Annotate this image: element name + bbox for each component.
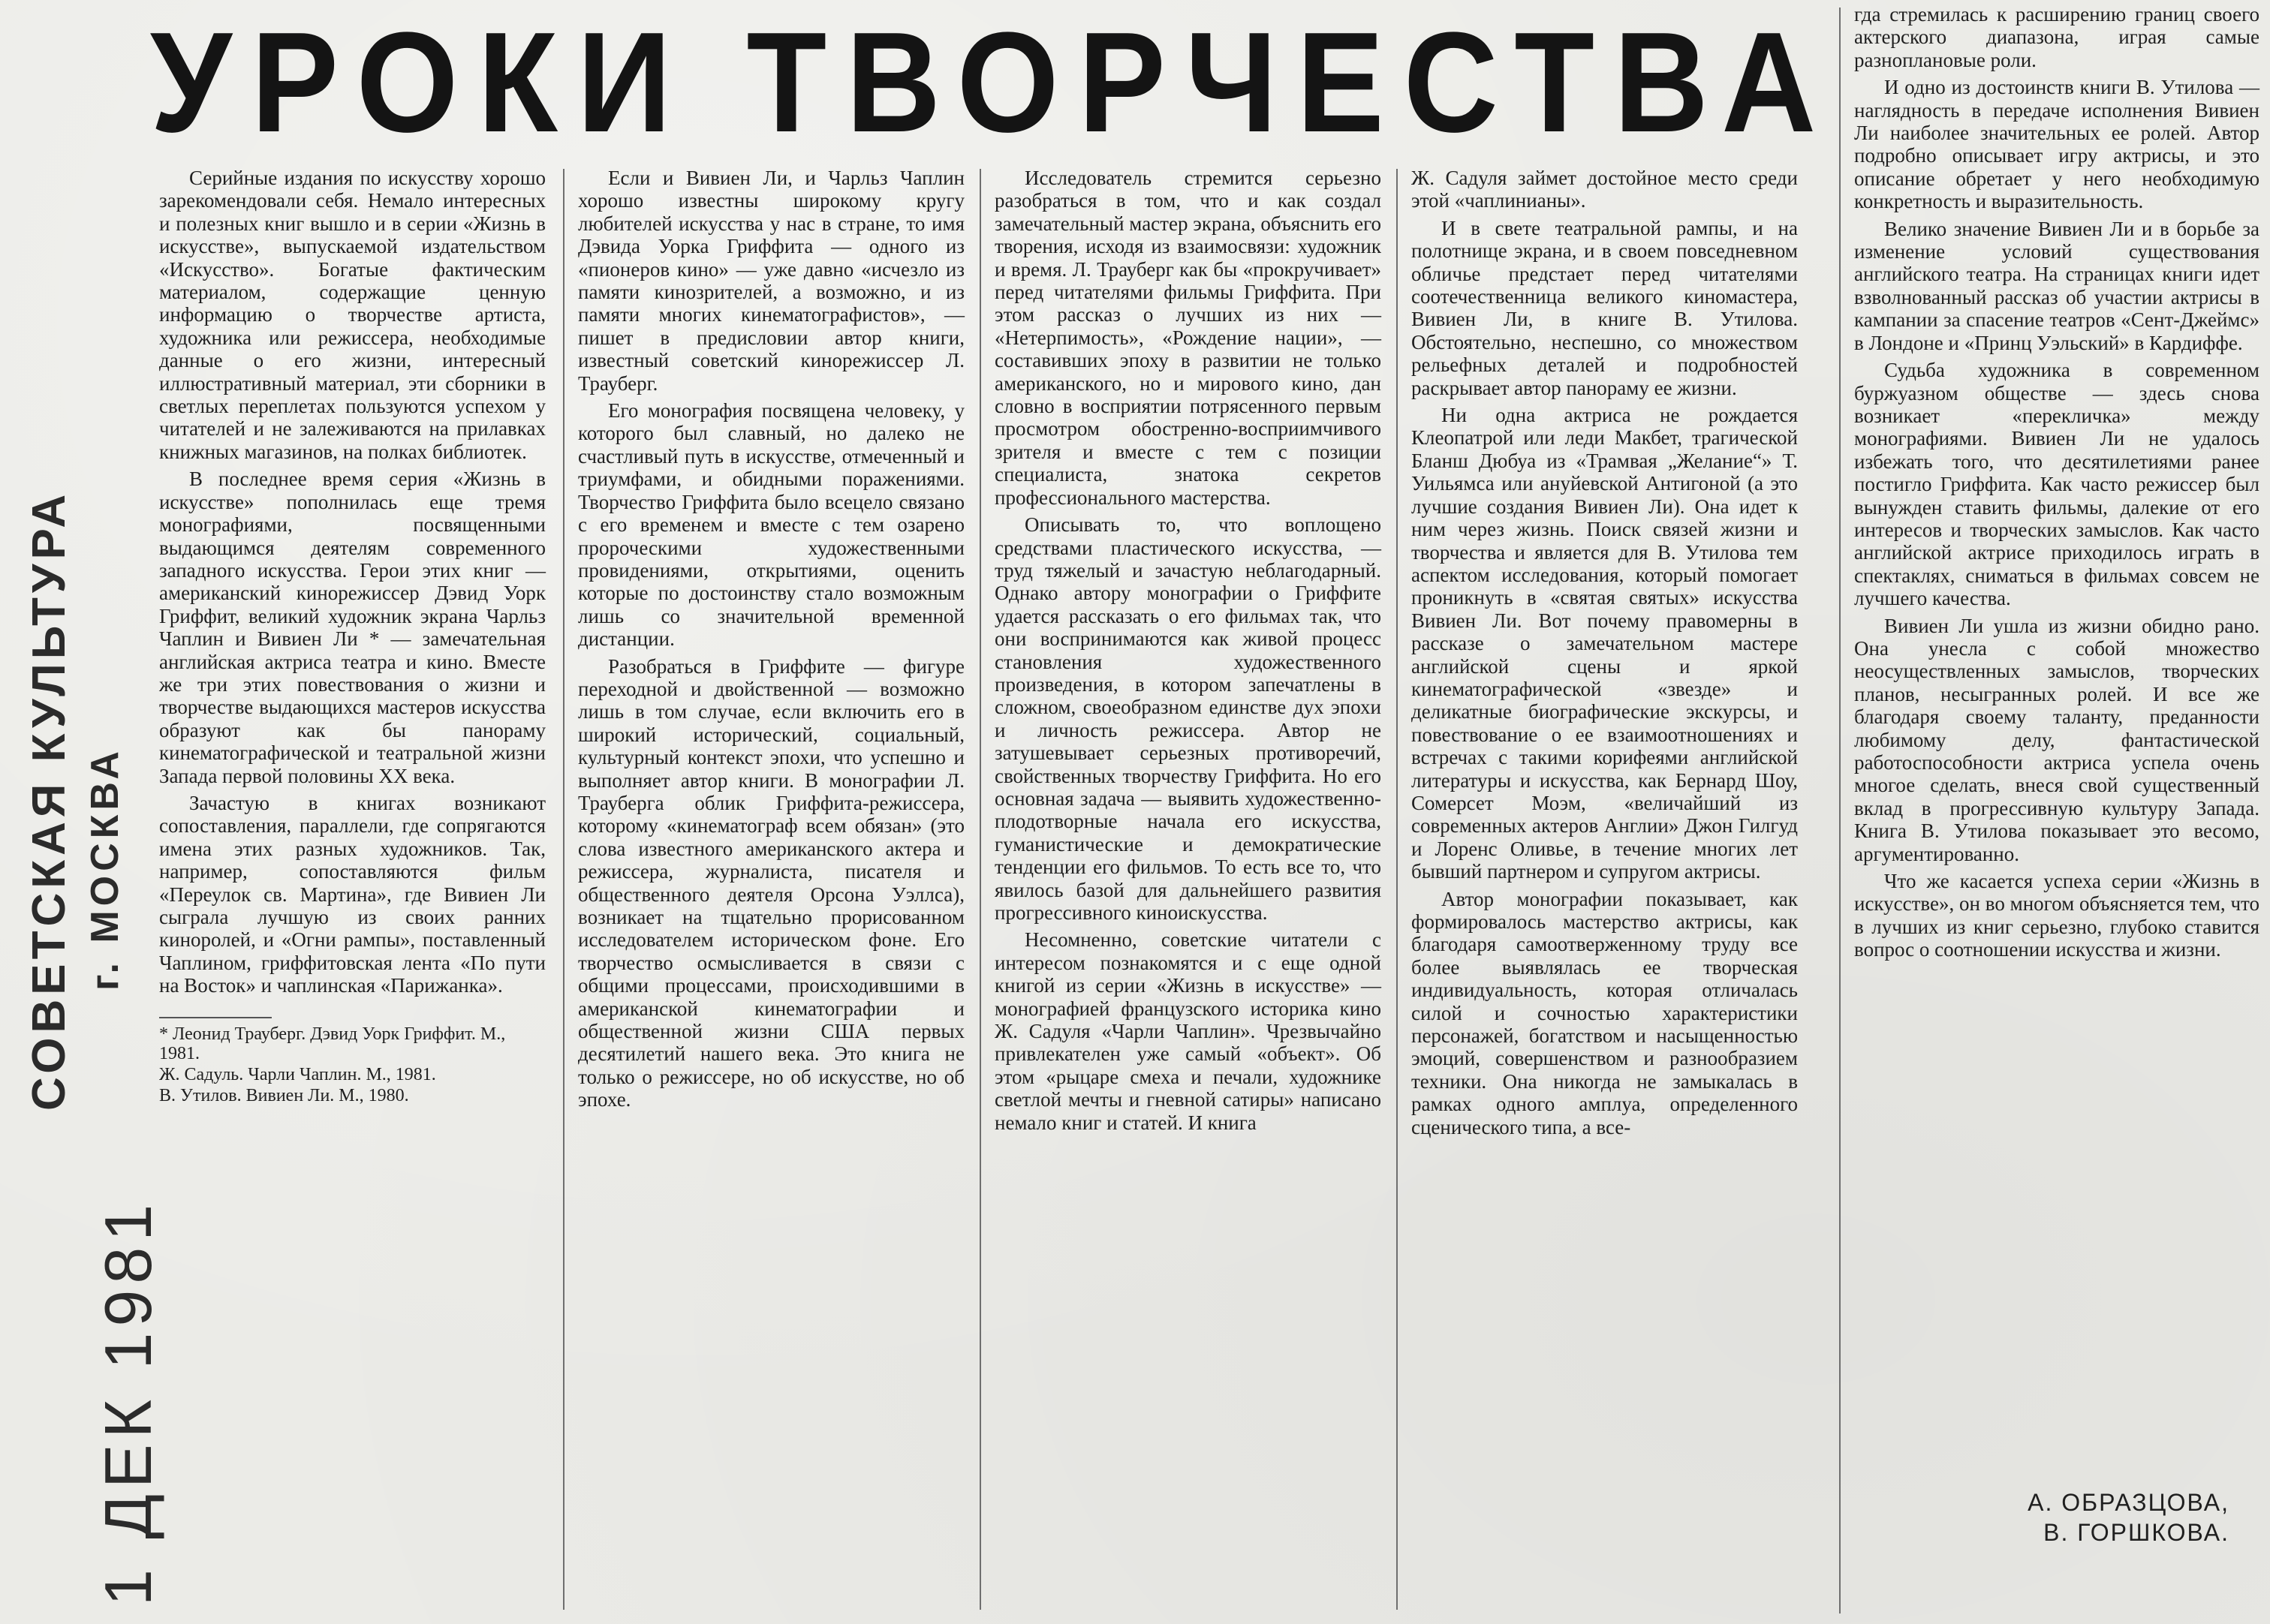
paragraph: И одно из достоинств книги В. Утилова — наглядность в передаче исполнения Вивиен Ли наиболее значительных ее ролей. Автор подробно описывает игру актрисы, и это описание обретает у него необходимую конкретность и выразительность. (1854, 76, 2259, 213)
paragraph: Зачастую в книгах возникают сопоставления, параллели, где сопрягаются имена этих разных художников. Так, например, сопоставляются фильм «Переулок св. Мартина», где Вивиен Ли сыграла лучшую из своих ранних киноролей, и «Огни рампы», поставленный Чаплином, гриффитовская лента «По пути на Восток» и чаплинская «Парижанка». (159, 791, 546, 997)
paragraph: Судьба художника в современном буржуазном обществе — здесь снова возникает «перекличка» между монографиями. Вивиен Ли не удалось избежать того, что десятилетиями ранее постигло Гриффита. Как часто режиссер был вынужден ставить фильмы, далекие от его интересов и творческих замыслов. Как часто английской актрисе приходилось играть в спектаклях, сниматься в фильмах совсем не лучшего качества. (1854, 359, 2259, 610)
article-column-3 (995, 167, 1381, 1138)
paragraph: Несомненно, советские читатели с интересом познакомятся и с еще одной книгой из серии «Жизнь в искусстве» — монографией французского историка кино Ж. Садуля «Чарли Чаплин». Чрезвычайно привлекателен уже самый «объект». Об этом «рыцаре смеха и печали, художнике светлой мечты и гневной сатиры» написано немало книг и статей. И книга (995, 928, 1381, 1134)
paragraph: Описывать то, что воплощено средствами пластического искусства, — труд тяжелый и зачастую неблагодарный. Однако автору монографии о Гриффите удается рассказать о его фильмах так, что они воспринимаются как живой процесс становления художественного произведения, в котором запечатлены в сложном, своеобразном единстве дух эпохи и личность режиссера. Автор не затушевывает серьезных противоречий, свойственных творчеству Гриффита. Но его основная задача — выявить художественно-плодотворные начала его искусства, гуманистические и демократические тенденции его фильмов. То есть все то, что явилось базой для дальнейшего развития прогрессивного киноискусства. (995, 513, 1381, 924)
paragraph: гда стремилась к расширению границ своего актерского диапазона, играя самые разноплановые роли. (1854, 3, 2259, 71)
paragraph: Серийные издания по искусству хорошо зарекомендовали себя. Немало интересных и полезных книг вышло и в серии «Жизнь в искусстве», выпускаемой издательством «Искусство». Богатые фактическим материалом, содержащие ценную информацию о творчестве артиста, художника или режиссера, необходимые данные о его жизни, интересный иллюстративный материал, эти сборники в светлых переплетах пользуются успехом у читателей и не залеживаются на прилавках книжных магазинов, на полках библиотек. (159, 167, 546, 463)
article-column-5 (1854, 3, 2259, 966)
column-divider (980, 169, 981, 1610)
article-column-4 (1411, 167, 1798, 1143)
headline: УРОКИ ТВОРЧЕСТВА (150, 3, 1836, 162)
footnote-divider (159, 1017, 272, 1018)
paragraph: Ж. Садуля займет достойное место среди этой «чаплинианы». (1411, 167, 1798, 212)
author-name: В. ГОРШКОВА. (2043, 1519, 2229, 1546)
author-signature (1854, 1487, 2229, 1547)
article-column-1 (159, 167, 546, 1107)
stamp-date: 1 ДЕК 1981 (91, 1198, 165, 1606)
paragraph: Разобраться в Гриффите — фигуре переходной и двойственной — возможно лишь в том случае, если включить его в широкий исторический, социальный, культурный контекст эпохи, что успешно и выполняет автор книги. В монографии Л. Трауберга облик Гриффита-режиссера, которому «кинематограф всем обязан» (это слова известного американского актера и режиссера, журналиста, писателя и общественного деятеля Орсона Уэллса), возникает на тщательно прорисованном исследователем историческом фоне. Его творчество осмысливается в связи с общими процессами, происходившими в американской кинематографии и общественной жизни США первых десятилетий нашего века. Это книга не только о режиссере, но об искусстве, но об эпохе. (578, 654, 965, 1111)
paragraph: Вивиен Ли ушла из жизни обидно рано. Она унесла с собой множество неосуществленных замыслов, творческих планов, несыгранных ролей. И все же благодаря своему таланту, преданности любимому делу, фантастической работоспособности актриса успела очень многое сделать, внеся свой существенный вклад в прогрессивную культуру Запада. Книга В. Утилова показывает это весомо, аргументированно. (1854, 614, 2259, 865)
footnote: Ж. Садуль. Чарли Чаплин. М., 1981. (159, 1064, 436, 1084)
paragraph: Автор монографии показывает, как формировалось мастерство актрисы, как благодаря самоотверженному труду все более выявлялась ее творческая индивидуальность, которая отличалась силой и сочностью характеристики персонажей, богатством и насыщенностью эмоций, совершенством и разнообразием техники. Она никогда не замыкалась в рамках одного амплуа, определенного сценического типа, а все- (1411, 887, 1798, 1138)
column-divider (563, 169, 564, 1610)
article-column-2 (578, 167, 965, 1116)
paragraph: Исследователь стремится серьезно разобраться в том, что и как создал замечательный мастер экрана, объяснить его творения, исходя из взаимосвязи: художник и время. Л. Трауберг как бы «прокручивает» перед читателями фильмы Гриффита. При этом рассказ о лучших из них — «Нетерпимость», «Рождение нации», — составивших эпоху в развитии не только американского, но и мирового кино, дан словно в восприятии потрясенного первым просмотром обостренно-восприимчивого зрителя и вместе с тем с позиции специалиста, знатока секретов профессионального мастерства. (995, 167, 1381, 509)
footnote: В. Утилов. Вивиен Ли. М., 1980. (159, 1085, 409, 1105)
paragraph: Если и Вивиен Ли, и Чарльз Чаплин хорошо известны широкому кругу любителей искусства у нас в стране, то имя Дэвида Уорка Гриффита — одного из «пионеров кино» — уже давно «исчезло из памяти кинозрителей, а возможно, и из памяти многих кинематографистов», — пишет в предисловии автор книги, известный советский кинорежиссер Л. Трауберг. (578, 167, 965, 395)
footnote: * Леонид Трауберг. Дэвид Уорк Гриффит. М., 1981. (159, 1024, 506, 1063)
paragraph: Велико значение Вивиен Ли и в борьбе за изменение условий существования английского театра. На страницах книги идет взволнованный рассказ об участии актрисы в кампании за спасение театров «Сент-Джеймс» в Лондоне и «Принц Уэльский» в Кардиффе. (1854, 217, 2259, 354)
footnotes (159, 1024, 546, 1105)
stamp-publication: СОВЕТСКАЯ КУЛЬТУРА (23, 489, 75, 1111)
paragraph: В последнее время серия «Жизнь в искусстве» пополнилась еще тремя монографиями, посвященными выдающимся деятелям современного западного искусства. Герои этих книг — американский кинорежиссер Дэвид Уорк Гриффит, великий художник экрана Чарльз Чаплин и Вивиен Ли * — замечательная английская актриса театра и кино. Вместе же три этих повествования о жизни и творчестве выдающихся мастеров искусства образуют как бы панораму кинематографической и театральной жизни Запада первой половины XX века. (159, 468, 546, 787)
paragraph: Ни одна актриса не рождается Клеопатрой или леди Макбет, трагической Бланш Дюбуа из «Трамвая „Желание“» Т. Уильямса или ануйевской Антигоной (а это лучшие создания Вивиен Ли). Она идет к ним через жизнь. Поиск связей жизни и творчества и является для В. Утилова тем аспектом исследования, который помогает проникнуть в «святая святых» искусства Вивиен Ли. Вот почему правомерны в рассказе о замечательном мастере английской сцены и яркой кинематографической «звезде» и деликатные биографические экскурсы, и повествование о ее взаимоотношениях и встречах с такими корифеями английской литературы и искусства, как Бернард Шоу, Сомерсет Моэм, «величайший из современных актеров Англии» Джон Гилгуд и Лоренс Оливье, в течение многих лет бывший партнером и супругом актрисы. (1411, 404, 1798, 883)
column-divider (1839, 8, 1841, 1613)
paragraph: Его монография посвящена человеку, у которого был славный, но далеко не счастливый путь в искусстве, отмеченный и триумфами, и обидными поражениями. Творчество Гриффита было всецело связано с его временем и вместе с тем озарено пророческими художественными провидениями, открытиями, оценить которые по достоинству стало возможным лишь со значительной временной дистанции. (578, 399, 965, 651)
author-name: А. ОБРАЗЦОВА, (2028, 1489, 2229, 1516)
paragraph: Что же касается успеха серии «Жизнь в искусстве», он во многом объясняется тем, что в лучших из книг серьезно, глубоко ставится вопрос о соотношении искусства и жизни. (1854, 870, 2259, 961)
library-stamp (8, 330, 165, 1606)
paragraph: И в свете театральной рампы, и на полотнище экрана, и в своем повседневном обличье предстает перед читателями соотечественница великого киномастера, Вивиен Ли, в книге В. Утилова. Обстоятельно, неспешно, со множеством рельефных деталей и подробностей раскрывает автор панораму ее жизни. (1411, 216, 1798, 399)
column-divider (1396, 169, 1398, 1610)
stamp-city: г. МОСКВА (83, 747, 127, 991)
